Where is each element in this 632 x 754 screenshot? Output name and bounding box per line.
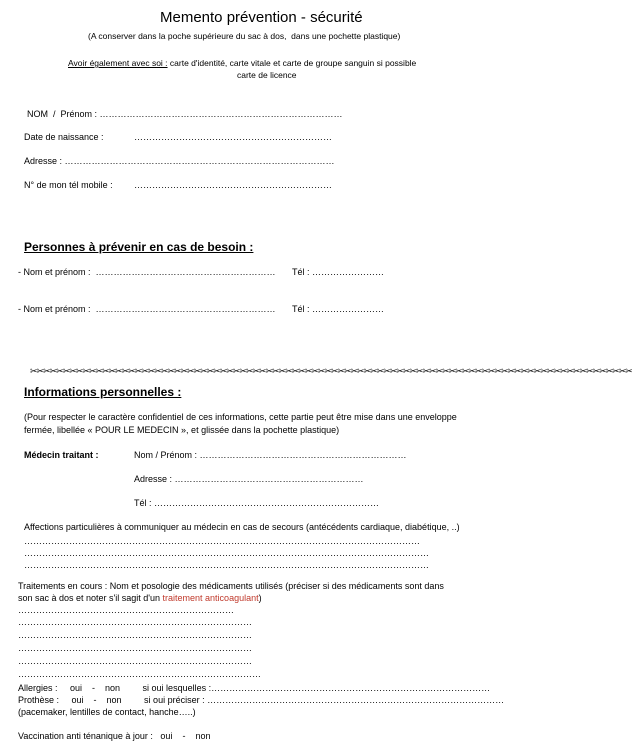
carry-label: Avoir également avec soi : <box>68 58 168 68</box>
phone-label: N° de mon tél mobile : <box>24 180 113 190</box>
allergies-field: Allergies : oui - non si oui lesquelles :………………………………………………………………………………… <box>18 683 491 693</box>
contact-name-2: - Nom et prénom : …………………………………………………… <box>18 304 276 314</box>
treatment-line-1: ……………………………………………………………… <box>18 605 234 615</box>
treatments-label-1: Traitements en cours : Nom et posologie des médicaments utilisés (préciser si des médicaments sont dans <box>18 581 444 591</box>
affections-line-2: ……………………………………………………………………………………………………………………… <box>24 548 429 558</box>
personal-heading: Informations personnelles : <box>24 385 182 399</box>
contact-name-1: - Nom et prénom : …………………………………………………… <box>18 267 276 277</box>
affections-line-1: …………………………………………………………………………………………………………………… <box>24 536 420 546</box>
page-title: Memento prévention - sécurité <box>160 9 363 26</box>
treatments-text: son sac à dos et noter s'il sagit d'un <box>18 593 163 603</box>
treatment-line-2: …………………………………………………………………… <box>18 617 252 627</box>
prosthesis-field: Prothèse : oui - non si oui préciser : ……………………………………………………………………………………… <box>18 695 505 705</box>
cut-line: ✂✂✂✂✂✂✂✂✂✂✂✂✂✂✂✂✂✂✂✂✂✂✂✂✂✂✂✂✂✂✂✂✂✂✂✂✂✂✂✂✂✂✂✂✂✂✂✂✂✂✂✂✂✂✂✂✂✂✂✂✂✂✂✂✂✂✂✂✂✂✂✂✂✂✂✂✂✂✂✂✂✂✂✂✂✂✂✂✂✂✂✂ <box>30 366 632 376</box>
contact-tel-1: Tél : …………………… <box>292 267 385 277</box>
subtitle: (A conserver dans la poche supérieure du sac à dos, dans une pochette plastique) <box>88 31 401 41</box>
affections-line-3: ……………………………………………………………………………………………………………………… <box>24 560 429 570</box>
dob-dots: ………………………………………………………… <box>134 132 332 142</box>
carry-line-2: carte de licence <box>237 70 297 80</box>
doctor-label: Médecin traitant : <box>24 450 99 460</box>
treatment-line-3: …………………………………………………………………… <box>18 630 252 640</box>
treatment-line-4: …………………………………………………………………… <box>18 643 252 653</box>
treatment-line-5: …………………………………………………………………… <box>18 656 252 666</box>
anticoagulant-text: traitement anticoagulant <box>162 593 259 603</box>
carry-line <box>68 58 416 68</box>
vaccination-field: Vaccination anti ténanique à jour : oui - non <box>18 731 211 741</box>
treatments-label-2 <box>18 593 262 604</box>
contacts-heading: Personnes à prévenir en cas de besoin : <box>24 240 254 254</box>
address-field: Adresse : ……………………………………………………………………………… <box>24 156 335 166</box>
treatment-line-6: ……………………………………………………………………… <box>18 669 261 679</box>
confidential-note-2: fermée, libellée « POUR LE MEDECIN », et glissée dans la pochette plastique) <box>24 425 340 435</box>
confidential-note-1: (Pour respecter le caractère confidentiel de ces informations, cette partie peut être mise dans une enveloppe <box>24 412 457 422</box>
dob-label: Date de naissance : <box>24 132 104 142</box>
doctor-tel-field: Tél : ………………………………………………………………… <box>134 498 380 508</box>
affections-label: Affections particulières à communiquer au médecin en cas de secours (antécédents cardiaque, diabétique, ..) <box>24 522 460 532</box>
treatments-close: ) <box>258 593 262 603</box>
doctor-address-field: Adresse : ……………………………………………………… <box>134 474 364 484</box>
carry-text: carte d'identité, carte vitale et carte de groupe sanguin si possible <box>167 58 417 68</box>
prosthesis-note: (pacemaker, lentilles de contact, hanche…..) <box>18 707 196 717</box>
contact-tel-2: Tél : …………………… <box>292 304 385 314</box>
name-field: NOM / Prénom : ……………………………………………………………………… <box>27 109 343 119</box>
doctor-name-field: Nom / Prénom : …………………………………………………………… <box>134 450 407 460</box>
phone-dots: ………………………………………………………… <box>134 180 332 190</box>
